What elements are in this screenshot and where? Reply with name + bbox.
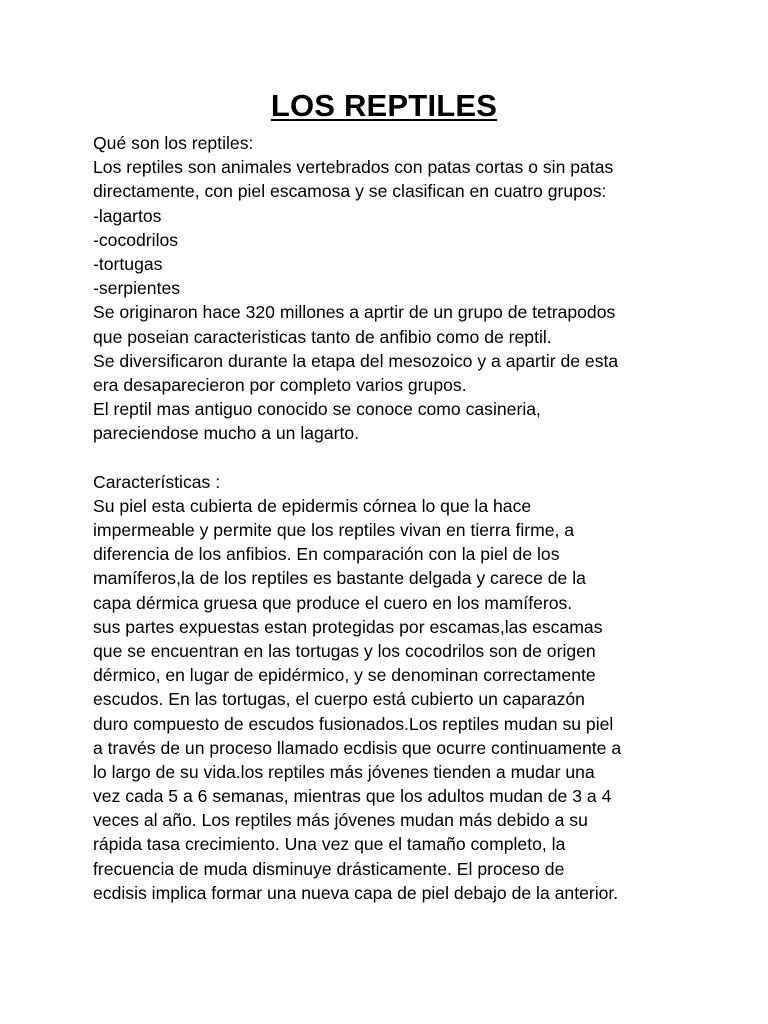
characteristics-line: capa dérmica gruesa que produce el cuero en los mamíferos.	[93, 592, 573, 613]
intro-line: Se originaron hace 320 millones a aprtir de un grupo de tetrapodos	[93, 302, 616, 323]
characteristics-heading: Características :	[93, 471, 221, 492]
intro-line: era desaparecieron por completo varios grupos.	[93, 374, 467, 395]
intro-line: Los reptiles son animales vertebrados con patas cortas o sin patas	[93, 157, 614, 178]
characteristics-line: veces al año. Los reptiles más jóvenes mudan más debido a su	[93, 810, 588, 831]
group-list-item: -cocodrilos	[93, 229, 179, 250]
document-title: LOS REPTILES	[270, 88, 498, 123]
group-list-item: -serpientes	[93, 278, 181, 299]
characteristics-line: diferencia de los anfibios. En comparación con la piel de los	[93, 544, 560, 565]
document-body	[93, 131, 693, 905]
intro-line: El reptil mas antiguo conocido se conoce como casineria,	[93, 399, 541, 420]
intro-line: pareciendose mucho a un lagarto.	[93, 423, 360, 444]
group-list-item: -tortugas	[93, 253, 163, 274]
intro-line: que poseian caracteristicas tanto de anfibio como de reptil.	[93, 326, 552, 347]
characteristics-line: escudos. En las tortugas, el cuerpo está cubierto un caparazón	[93, 689, 585, 710]
characteristics-line: impermeable y permite que los reptiles vivan en tierra firme, a	[93, 520, 575, 540]
characteristics-line: ecdisis implica formar una nueva capa de piel debajo de la anterior.	[93, 882, 619, 903]
characteristics-line: vez cada 5 a 6 semanas, mientras que los adultos mudan de 3 a 4	[93, 786, 612, 807]
characteristics-line: mamíferos,la de los reptiles es bastante delgada y carece de la	[93, 568, 586, 589]
intro-line: Se diversificaron durante la etapa del mesozoico y a apartir de esta	[93, 350, 619, 371]
characteristics-line: lo largo de su vida.los reptiles más jóvenes tienden a mudar una	[93, 761, 595, 782]
group-list-item: -lagartos	[93, 205, 162, 226]
characteristics-line: sus partes expuestas estan protegidas por escamas,las escamas	[93, 616, 603, 637]
paragraph-spacer	[93, 445, 693, 469]
characteristics-line: a través de un proceso llamado ecdisis que ocurre continuamente a	[93, 737, 622, 758]
characteristics-line: rápida tasa crecimiento. Una vez que el tamaño completo, la	[93, 834, 566, 855]
intro-heading: Qué son los reptiles:	[93, 133, 254, 153]
characteristics-line: duro compuesto de escudos fusionados.Los reptiles mudan su piel	[93, 713, 614, 734]
characteristics-line: dérmico, en lugar de epidérmico, y se denominan correctamente	[93, 665, 596, 686]
intro-line: directamente, con piel escamosa y se clasifican en cuatro grupos:	[93, 181, 607, 202]
characteristics-line: frecuencia de muda disminuye drásticamente. El proceso de	[93, 858, 565, 879]
characteristics-line: que se encuentran en las tortugas y los cocodrilos son de origen	[93, 640, 596, 661]
characteristics-line: Su piel esta cubierta de epidermis córnea lo que la hace	[93, 495, 532, 516]
